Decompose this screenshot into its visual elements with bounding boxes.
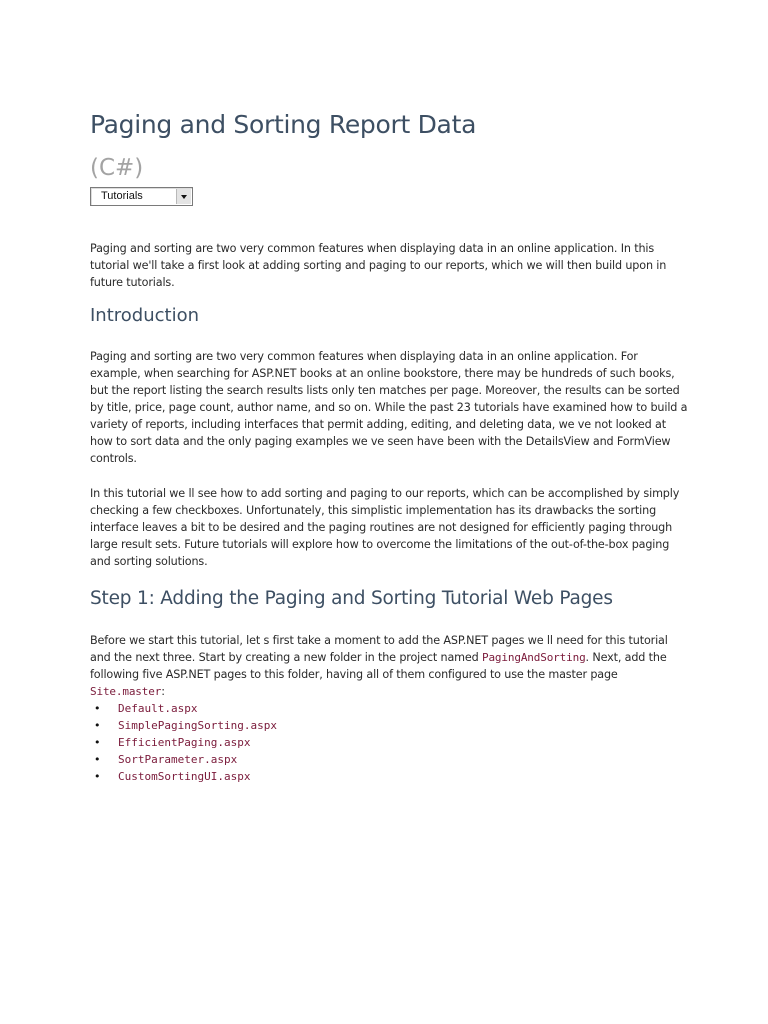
list-item	[90, 768, 277, 785]
step1-heading: Step 1: Adding the Paging and Sorting Tutorial Web Pages	[90, 588, 613, 609]
bullet-icon: •	[94, 702, 101, 715]
bullet-icon: •	[94, 753, 101, 766]
tutorials-dropdown-value: Tutorials	[101, 190, 143, 202]
tutorials-dropdown[interactable]	[90, 187, 193, 206]
step1-text-c: :	[161, 685, 165, 698]
list-item	[90, 700, 277, 717]
page-filename: EfficientPaging.aspx	[118, 736, 251, 749]
step1-text-a: Before we start this tutorial, let s first take a moment to add the ASP.NET pages we ll need for this tutorial and the next three. Start by creating a new folder in the project named	[90, 634, 668, 664]
list-item	[90, 734, 277, 751]
step1-paragraph	[90, 632, 688, 700]
bullet-icon: •	[94, 770, 101, 783]
folder-name-code: PagingAndSorting	[481, 651, 586, 664]
page-filename: CustomSortingUI.aspx	[118, 770, 251, 783]
summary-paragraph: Paging and sorting are two very common features when displaying data in an online application. In this tutorial we'll take a first look at adding sorting and paging to our reports, which we will then build upon in future tutorials.	[90, 242, 667, 289]
chevron-down-icon[interactable]	[176, 189, 191, 204]
bullet-icon: •	[94, 736, 101, 749]
list-item	[90, 751, 277, 768]
introduction-paragraph-1: Paging and sorting are two very common features when displaying data in an online application. For example, when searching for ASP.NET books at an online bookstore, there may be hundreds of such books, but the report listing the search results lists only ten matches per page. Moreover, the results can be sorted by title, price, page count, author name, and so on. While the past 23 tutorials have examined how to build a variety of reports, including interfaces that permit adding, editing, and deleting data, we ve not looked at how to sort data and the only paging examples we ve seen have been with the DetailsView and FormView controls.	[90, 350, 688, 465]
page-filename: SimplePagingSorting.aspx	[118, 719, 277, 732]
introduction-heading: Introduction	[90, 305, 200, 326]
page-filename: SortParameter.aspx	[118, 753, 238, 766]
page-title: Paging and Sorting Report Data	[90, 110, 477, 139]
introduction-paragraph-2: In this tutorial we ll see how to add sorting and paging to our reports, which can be accomplished by simply checking a few checkboxes. Unfortunately, this simplistic implementation has its drawbacks the sorting interface leaves a bit to be desired and the paging routines are not designed for efficiently paging through large result sets. Future tutorials will explore how to overcome the limitations of the out-of-the-box paging and sorting solutions.	[90, 487, 680, 568]
bullet-icon: •	[94, 719, 101, 732]
language-subtitle: (C#)	[90, 155, 144, 181]
list-item	[90, 717, 277, 734]
aspx-page-list	[90, 700, 277, 785]
step1-text-b: . Next, add the following five ASP.NET pages to this folder, having all of them configured to use the master page	[90, 651, 667, 681]
page-filename: Default.aspx	[118, 702, 198, 715]
master-page-code: Site.master	[90, 685, 162, 698]
